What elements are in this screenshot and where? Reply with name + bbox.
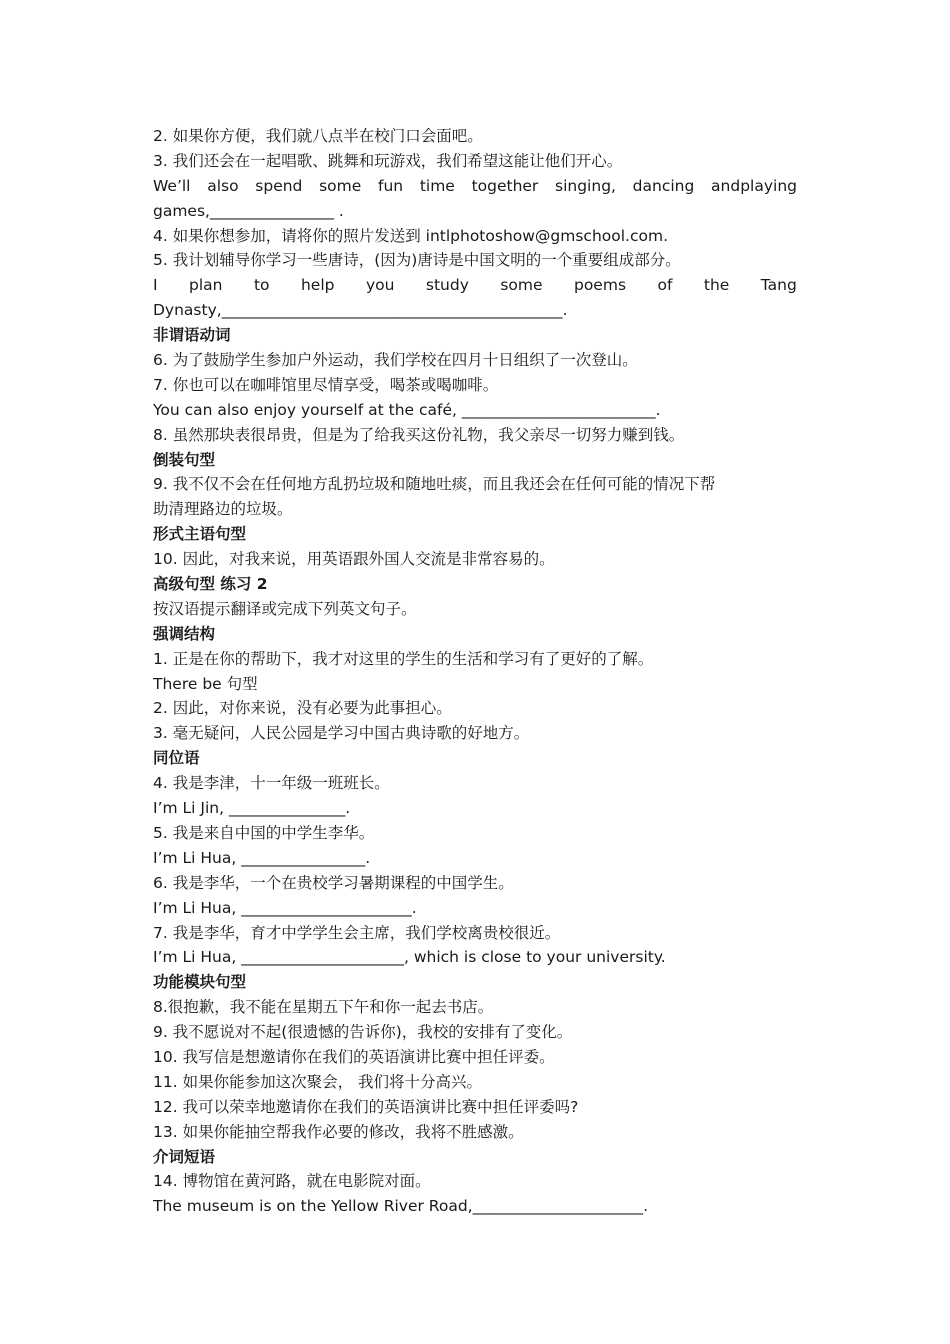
word: We’ll — [153, 176, 191, 195]
word: singing, — [555, 176, 616, 195]
word: spend — [255, 176, 303, 195]
item-5-english-line-1 — [153, 273, 797, 298]
ex2-item-12-chinese: 12. 我可以荣幸地邀请你在我们的英语演讲比赛中担任评委吗? — [153, 1097, 579, 1116]
word: some — [500, 276, 543, 295]
item-10-chinese: 10. 因此，对我来说，用英语跟外国人交流是非常容易的。 — [153, 550, 555, 569]
word: study — [425, 276, 469, 295]
word: you — [365, 276, 395, 295]
item-4-chinese: 4. 如果你想参加，请将你的照片发送到 intlphotoshow@gmschool.com. — [153, 226, 669, 245]
word: together — [471, 176, 539, 195]
item-3-chinese: 3. 我们还会在一起唱歌、跳舞和玩游戏，我们希望这能让他们开心。 — [153, 151, 623, 170]
ex2-item-4-english: I’m Li Jin, _______________. — [153, 799, 351, 818]
ex2-item-9-chinese: 9. 我不愿说对不起(很遗憾的告诉你)，我校的安排有了变化。 — [153, 1023, 573, 1042]
ex2-item-6-chinese: 6. 我是李华，一个在贵校学习暑期课程的中国学生。 — [153, 873, 514, 892]
item-5-chinese: 5. 我计划辅导你学习一些唐诗，(因为)唐诗是中国文明的一个重要组成部分。 — [153, 251, 681, 270]
word: of — [657, 276, 673, 295]
ex2-item-5-english: I’m Li Hua, ________________. — [153, 848, 371, 867]
ex2-item-7-chinese: 7. 我是李华，育才中学学生会主席，我们学校离贵校很近。 — [153, 923, 561, 942]
item-5-english-line-2: Dynasty,____________________________________________. — [153, 301, 568, 320]
ex2-item-3-chinese: 3. 毫无疑问，人民公园是学习中国古典诗歌的好地方。 — [153, 724, 530, 743]
item-8-chinese: 8. 虽然那块表很昂贵，但是为了给我买这份礼物，我父亲尽一切努力赚到钱。 — [153, 425, 685, 444]
ex2-item-2-chinese: 2. 因此，对你来说，没有必要为此事担心。 — [153, 699, 452, 718]
item-2-chinese: 2. 如果你方便，我们就八点半在校门口会面吧。 — [153, 127, 483, 145]
ex2-item-5-chinese: 5. 我是来自中国的中学生李华。 — [153, 823, 375, 842]
section-heading-inversion: 倒装句型 — [153, 450, 216, 469]
item-9-chinese-line-1: 9. 我不仅不会在任何地方乱扔垃圾和随地吐痰，而且我还会在任何可能的情况下帮 — [153, 475, 716, 494]
document-page — [153, 124, 797, 1219]
word: Tang — [760, 276, 797, 295]
section-heading-functional: 功能模块句型 — [153, 973, 247, 992]
section-heading-prepositional-phrase: 介词短语 — [153, 1147, 216, 1166]
word: I — [153, 276, 158, 295]
word: andplaying — [711, 176, 797, 195]
ex2-item-4-chinese: 4. 我是李津，十一年级一班班长。 — [153, 774, 390, 793]
exercise-2-instructions: 按汉语提示翻译或完成下列英文句子。 — [153, 599, 417, 618]
word: time — [419, 176, 455, 195]
item-6-chinese: 6. 为了鼓励学生参加户外运动，我们学校在四月十日组织了一次登山。 — [153, 351, 638, 370]
ex2-item-1-chinese: 1. 正是在你的帮助下，我才对这里的学生的生活和学习有了更好的了解。 — [153, 649, 654, 668]
word: help — [300, 276, 335, 295]
word: fun — [378, 176, 404, 195]
section-heading-nonfinite-verbs: 非谓语动词 — [153, 326, 231, 345]
word: also — [207, 176, 239, 195]
item-9-chinese-line-2: 助清理路边的垃圾。 — [153, 500, 293, 519]
word: poems — [573, 276, 627, 295]
ex2-item-14-english: The museum is on the Yellow River Road,______________________. — [153, 1197, 649, 1216]
item-7-chinese: 7. 你也可以在咖啡馆里尽情享受，喝茶或喝咖啡。 — [153, 375, 499, 394]
ex2-item-13-chinese: 13. 如果你能抽空帮我作必要的修改，我将不胜感激。 — [153, 1122, 524, 1141]
word: dancing — [632, 176, 695, 195]
item-3-english-line-2: games,________________ . — [153, 201, 344, 220]
section-label-there-be: There be 句型 — [153, 674, 258, 693]
ex2-item-6-english: I’m Li Hua, ______________________. — [153, 898, 417, 917]
exercise-2-title: 高级句型 练习 2 — [153, 575, 268, 594]
ex2-item-11-chinese: 11. 如果你能参加这次聚会， 我们将十分高兴。 — [153, 1072, 483, 1091]
ex2-item-7-english: I’m Li Hua, _____________________, which is close to your university. — [153, 948, 666, 967]
ex2-item-14-chinese: 14. 博物馆在黄河路，就在电影院对面。 — [153, 1172, 431, 1191]
word: the — [703, 276, 730, 295]
word: plan — [189, 276, 223, 295]
word: some — [319, 176, 362, 195]
ex2-item-10-chinese: 10. 我写信是想邀请你在我们的英语演讲比赛中担任评委。 — [153, 1047, 555, 1066]
section-heading-emphasis: 强调结构 — [153, 624, 216, 643]
item-3-english-line-1 — [153, 174, 797, 199]
section-heading-appositive: 同位语 — [153, 749, 200, 768]
word: to — [253, 276, 270, 295]
section-heading-formal-subject: 形式主语句型 — [153, 525, 247, 544]
ex2-item-8-chinese: 8.很抱歉，我不能在星期五下午和你一起去书店。 — [153, 998, 494, 1017]
item-7-english: You can also enjoy yourself at the café, _________________________. — [153, 400, 661, 419]
